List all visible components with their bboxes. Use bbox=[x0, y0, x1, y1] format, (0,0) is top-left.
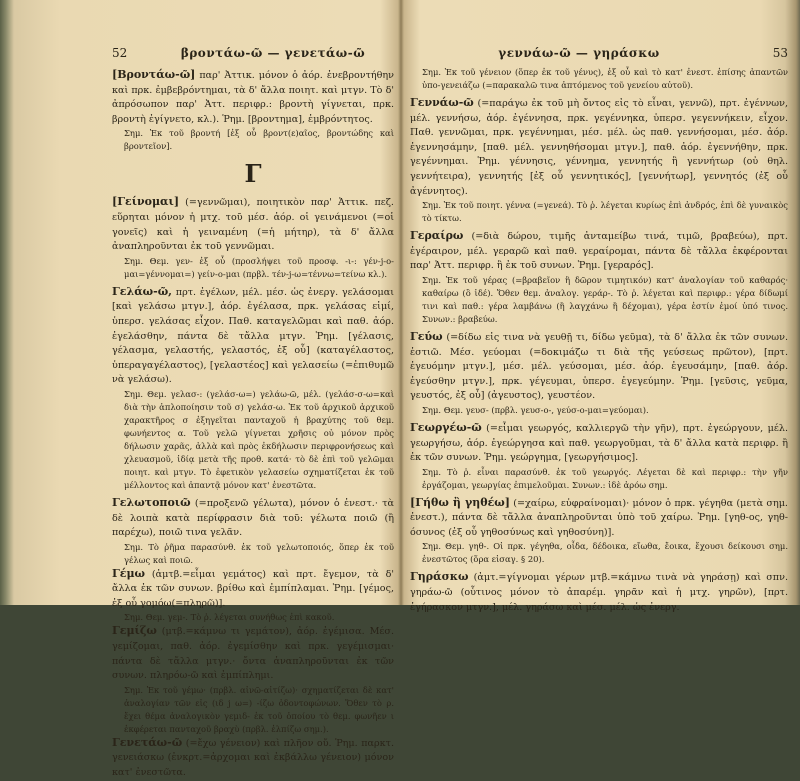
entry-text: (=δίδω εἰς τινα νὰ γευθῇ τι, δίδω γεῦμα), τὰ δ' ἄλλα ἐκ τῶν συνων. ἑστιῶ. Μέσ. γεύομαι (=δοκιμάζω τι διὰ τῆς γεύσεως πρῶτον), [πρτ. ἐγευόμην μτγν.], μέσ. μέλ. γεύσομαι, μέσ. ἀόρ. ἐγευσάμην, [παθ. ἀόρ. ἐγεύσθην μτγν.], πρκ. γέγευμαι, ὑπερσ. ἐγεγεύμην. Ῥημ. [γεῦσις, γεῦμα, γευστός, ἐξ οὗ] (ἀγευστος), γευστέον. bbox=[410, 331, 788, 402]
page-number: 53 bbox=[772, 46, 788, 60]
dictionary-entry bbox=[112, 624, 394, 683]
entry-note: Σημ. Θεμ. γεμ-. Τὸ ῥ. λέγεται συνήθως ἐπὶ κακοῦ. bbox=[124, 612, 335, 623]
dictionary-entry bbox=[410, 421, 788, 466]
entry-note: Σημ. Θεμ. γελασ-: (γελάσ-ω=) γελάω-ῶ, μέλ. (γελάσ-σ-ω=καὶ διὰ τὴν ἀπλοποίησιν τοῦ σ) γελάσ-ω. Ἐκ τοῦ ἀρχικοῦ ἀρχικοῦ χαρακτῆρος σ ἐξηγεῖται πανταχοῦ ἡ βραχύτης τοῦ θεμ. φωνήεντος α. Τοῦ γελῶ γίγνεται χρῆσις οὐ μόνον πρὸς δήλωσιν χαρᾶς, ἀλλὰ καὶ πρὸς ἐκδήλωσιν περιφρονήσεως καὶ χλευασμοῦ, ἰδίᾳ μετὰ τῆς προθ. κατά· τὸ δὲ ἐπὶ τοῦ γελῶμαι ποιητ. καὶ μτγν. Τὸ ἐφετικὸν γελασείω σχηματίζεται ἐκ τοῦ μέλλοντος καὶ ἀπαντᾷ μόνον κατ' ἐνεστῶτα. bbox=[124, 388, 394, 490]
dictionary-entry bbox=[410, 570, 788, 615]
entry-note: Σημ. Ἐκ τοῦ βροντή [ἐξ οὗ βροντ(ε)αῖος, βροντώδης καὶ βροντεῖον]. bbox=[124, 128, 394, 152]
entry-text: (=ἔχω γένειον) καὶ πλῆον οὔ. Ῥημ. παρκτ. γενειάσκω (ἐνκρτ.=ἀρχομαι καὶ ἐκβάλλω γένειον) μόνον κατ' ἐνεστῶτα. bbox=[112, 737, 394, 779]
entry-note: Σημ. Ἐκ τοῦ γέρας (=βραβεῖον ἢ δῶρον τιμητικόν) κατ' ἀναλογίαν τοῦ καθαρός· καθαίρω (ὃ ἰδέ). Ὅθεν θεμ. ἀναλογ. γεράρ-. Τὸ ῥ. λέγεται καὶ περιφρ.: γέρα δίδωμί τινι καὶ παθ.: γέρα λαμβάνω (ἢ λαγχάνω ἢ δέχομαι), γέρα ἐστίν ἐμοί ὑπό τινος. Συνων.: βραβεύω. bbox=[422, 274, 788, 324]
left-page bbox=[112, 0, 394, 779]
right-page bbox=[410, 0, 788, 613]
section-letter: Γ bbox=[244, 159, 262, 189]
running-title: βροντάω-ῶ — γενετάω-ῶ bbox=[180, 46, 366, 60]
dictionary-entry bbox=[410, 229, 788, 274]
headword: Γεννάω-ῶ bbox=[410, 96, 474, 109]
entry-note: Σημ. Θεμ. γηθ-. Οἱ πρκ. γέγηθα, οἶδα, δέδοικα, εἴωθα, ἔοικα, ἔχουσι δείκουσι σημ. ἐνεστῶτος (ὅρα εἰσαγ. § 20). bbox=[422, 541, 788, 565]
running-title: γεννάω-ῶ — γηράσκω bbox=[498, 46, 660, 60]
page-number: 52 bbox=[112, 46, 128, 60]
entry-text: (=προξενῶ γέλωτα), μόνον ὁ ἐνεστ.· τὰ δὲ λοιπὰ κατὰ περίφρασιν διὰ τοῦ: γέλωτα ποιῶ (ἢ παρέχω), ποιῶ τινα γελᾶν. bbox=[112, 497, 394, 539]
entry-note: Σημ. Θεμ. γευσ- (πρβλ. γευσ-ο-, γεύσ-ο-μαι=γεύομαι). bbox=[422, 404, 649, 415]
headword: Γηράσκω bbox=[410, 570, 469, 584]
dictionary-entry bbox=[410, 496, 788, 541]
headword: Γέμω bbox=[112, 566, 146, 580]
entry-note: Σημ. Ἐκ τοῦ ποιητ. γέννα (=γενεά). Τὸ ῥ. λέγεται κυρίως ἐπὶ ἀνδρός, ἐπὶ δὲ γυναικὸς τὸ τίκτω. bbox=[422, 200, 788, 224]
entry-note: Σημ. Τὸ ῥῆμα παρασύνθ. ἐκ τοῦ γελωτοποιός, ὅπερ ἐκ τοῦ γέλως καὶ ποιῶ. bbox=[124, 541, 394, 565]
entry-text: (=διὰ δώρου, τιμῆς ἀνταμείβω τινά, τιμῶ, βραβεύω), πρτ. ἐγέραιρον, μέλ. γεραρῶ καὶ παθ. γεραίρομαι, πάντα δὲ τἄλλα ἐκφέρονται παρ' Ἀττ. περιφρ. ἢ ἐκ τοῦ συνων. Ῥημ. [γεραρός]. bbox=[410, 231, 788, 272]
headword: [Γήθω ἢ γηθέω] bbox=[410, 495, 510, 509]
entry-text: (=χαίρω, εὐφραίνομαι)· μόνον ὁ πρκ. γέγηθα (μετὰ σημ. ἐνεστ.), πάντα δὲ τἄλλα ἀναπληροῦνται ὑπὸ τοῦ χαίρω. Ῥημ. [γηθ-ος, γηθ-όσυνος (ἐξ οὗ γηθοσύνως καὶ γηθοσύνη)]. bbox=[410, 497, 788, 538]
headword: Γεύω bbox=[410, 329, 443, 343]
running-header bbox=[112, 46, 394, 64]
entry-note: Σημ. Ἐκ τοῦ γέμω· (πρβλ. αἰνῶ-αἰτίζω)· σχηματίζεται δὲ κατ' ἀναλογίαν τῶν εἰς (ιδ j ω=) -ίζω ὀδοντοφώνων. Ὅθεν τὸ ρ. ἔχει θέμα ἀναλογικὸν γεμιδ- ἐκ τοῦ ὁποίου τὸ θεμ. φωνῆεν ι ἐκφέρεται πανταχοῦ βραχὺ (πρβλ. ἐλπίζω σημ.). bbox=[124, 684, 394, 734]
entry-text: παρ' Ἀττικ. μόνον ὁ ἀόρ. ἐνεβροντήθην καὶ πρκ. ἐμβεβρόντημαι, τὰ δ' ἄλλα ποιητ. καὶ μτγν. Τὸ δ' ἀπρόσωπον παρ' Ἀττ. περιφρ.: βροντὴ γίγνεται, πρκ. βροντὴ ἐγίγνετο, κλ.). Ῥημ. [βροντημα], ἐμβρόντητος. bbox=[112, 70, 394, 125]
dictionary-entry bbox=[410, 96, 788, 199]
page-body bbox=[410, 66, 788, 615]
entry-text: (=εἶμαι γεωργός, καλλιεργῶ τὴν γῆν), πρτ. ἐγεώργουν, μέλ. γεωργήσω, ἀόρ. ἐγεώργησα καὶ παθ. γεωργοῦμαι, τὰ δ' ἄλλα κατὰ περιφρ. ἢ ἐκ τῶν συνων. Ῥημ. γεώργημα, [γεωργήσιμος]. bbox=[410, 422, 788, 464]
headword: Γεωργέω-ῶ bbox=[410, 420, 482, 434]
entry-text: (ἀμτβ.=εἶμαι γεμάτος) καὶ πρτ. ἔγεμον, τὰ δ' ἄλλα ἐκ τῶν συνων. βρίθω καὶ ἐμπίπλαμαι. Ῥημ. [γέμος, ἐξ οὗ γομόω(=πληρῶ)]. bbox=[112, 568, 394, 609]
entry-text: (=γεννῶμαι), ποιητικὸν παρ' Ἀττικ. πεζ. εὕρηται μόνον ἡ μτχ. τοῦ μέσ. ἀόρ. οἱ γεινάμενοι (=οἱ γονεῖς) καὶ ἡ γειναμένη (=ἡ μήτηρ), τὰ δ' ἄλλα ἀναπληροῦνται ἐκ τοῦ γεννῶμαι. bbox=[112, 197, 394, 253]
entry-text: πρτ. ἐγέλων, μέλ. μέσ. ὡς ἐνεργ. γελάσομαι [καὶ γελάσω μτγν.], ἀόρ. ἐγέλασα, πρκ. γελάσας εἰμί, ὑπερσ. γελάσας εἶχον. Παθ. καταγελῶμαι καὶ παθ. ἀόρ. ἐγελάσθην, πάντα δὲ τἄλλα μτγν. Ῥημ. [γέλασις, γέλασμα, γελαστής, γελαστός, ἐξ οὗ] (καταγέλαστος, ὑπεραγαγέλαστος), [γελαστέος] καὶ γελασείω (=ἐπιθυμῶ νὰ γελάσω). bbox=[112, 286, 394, 386]
headword: Γεραίρω bbox=[410, 229, 464, 243]
dictionary-entry bbox=[112, 195, 394, 254]
dictionary-entry bbox=[410, 330, 788, 404]
entry-note: Σημ. Θεμ. γεν- ἐξ οὗ (προσλήψει τοῦ προσφ. -ι-: γέν-j-ο-μαι=γέννομαι=) γείν-ο-μαι (πρβλ. τέν-j-ω=τέννω=τείνω κλ.). bbox=[124, 255, 394, 279]
entry-text: (μτβ.=κάμνω τι γεμάτον), ἀόρ. ἐγέμισα. Μέσ. γεμίζομαι, παθ. ἀόρ. ἐγεμίσθην καὶ πρκ. γεγέμισμαι· πάντα δὲ τἄλλα μτγν.· ὄντα ἀναπληροῦνται ἐκ τῶν συνων. πληρόω-ῶ καὶ ἐμπίπλημι. bbox=[112, 626, 394, 682]
dictionary-entry bbox=[112, 736, 394, 781]
headword: [Γείνομαι] bbox=[112, 195, 180, 209]
headword: Γενετάω-ῶ bbox=[112, 735, 183, 749]
dictionary-entry bbox=[112, 496, 394, 541]
running-header bbox=[410, 46, 788, 64]
entry-note: Σημ. Τὸ ῥ. εἶναι παρασύνθ. ἐκ τοῦ γεωργός. Λέγεται δὲ καὶ περιφρ.: τὴν γῆν ἐργάζομαι, γεωργίας ἐπιμελοῦμαι. Συνων.: ἰδὲ ἀρόω σημ. bbox=[422, 466, 788, 490]
headword: Γεμίζω bbox=[112, 624, 157, 638]
entry-note: Σημ. Ἐκ τοῦ γένειον (ὅπερ ἐκ τοῦ γένυς), ἐξ οὗ καὶ τὸ κατ' ἐνεστ. ἐπίσης ἀπαντῶν ὑπο-γενειάζω (=παρακαλῶ τινα ἁπτόμενος τοῦ γενείου αὐτοῦ). bbox=[422, 67, 788, 90]
dictionary-entry bbox=[112, 285, 394, 388]
headword: [Βροντάω-ῶ] bbox=[112, 68, 196, 81]
entry-text: (ἀμτ.=γίγνομαι γέρων μτβ.=κάμνω τινὰ νὰ γηράσῃ) καὶ σπν. γηράω-ῶ (οὗτινος μόνον τὸ ἀπαρέμ. γηρᾶν καὶ ἡ μτχ. γηρῶν), [πρτ. ἐγήρασκον μτγν.], μέλ. γηράσω καὶ μέσ. μέλ. ὡς ἐνεργ. bbox=[410, 572, 788, 613]
headword: Γελωτοποιῶ bbox=[112, 495, 191, 509]
headword: Γελάω-ῶ, bbox=[112, 284, 173, 298]
dictionary-entry bbox=[112, 68, 394, 127]
page-body bbox=[112, 68, 394, 781]
entry-text: (=παράγω ἐκ τοῦ μὴ ὄντος εἰς τὸ εἶναι, γεννῶ), πρτ. ἐγέννων, μέλ. γεννήσω, ἀόρ. ἐγέννησα, πρκ. γεγέννηκα, ὑπερσ. γεγεννήκειν, εἶχον. Παθ. γεννῶμαι, πρκ. γεγέννημαι, μέσ. μέλ. ὡς παθ. γεννήσομαι, μέσ. ἀόρ. ἐγεννησάμην, [παθ. μέλ. γεννηθήσομαι μτγν.], παθ. ἀόρ. ἐγεννήθην, πρκ. γεγέννημαι. Ῥημ. γέννησις, γέννημα, γεννητής ἢ γεννήτωρ (οὐ θηλ. γεννήτειρα), γεννητής [ἐξ οὗ γεννητικός], [γεννήτωρ], γεννητός (ἐξ οὗ ἀγέννητος). bbox=[410, 98, 788, 197]
